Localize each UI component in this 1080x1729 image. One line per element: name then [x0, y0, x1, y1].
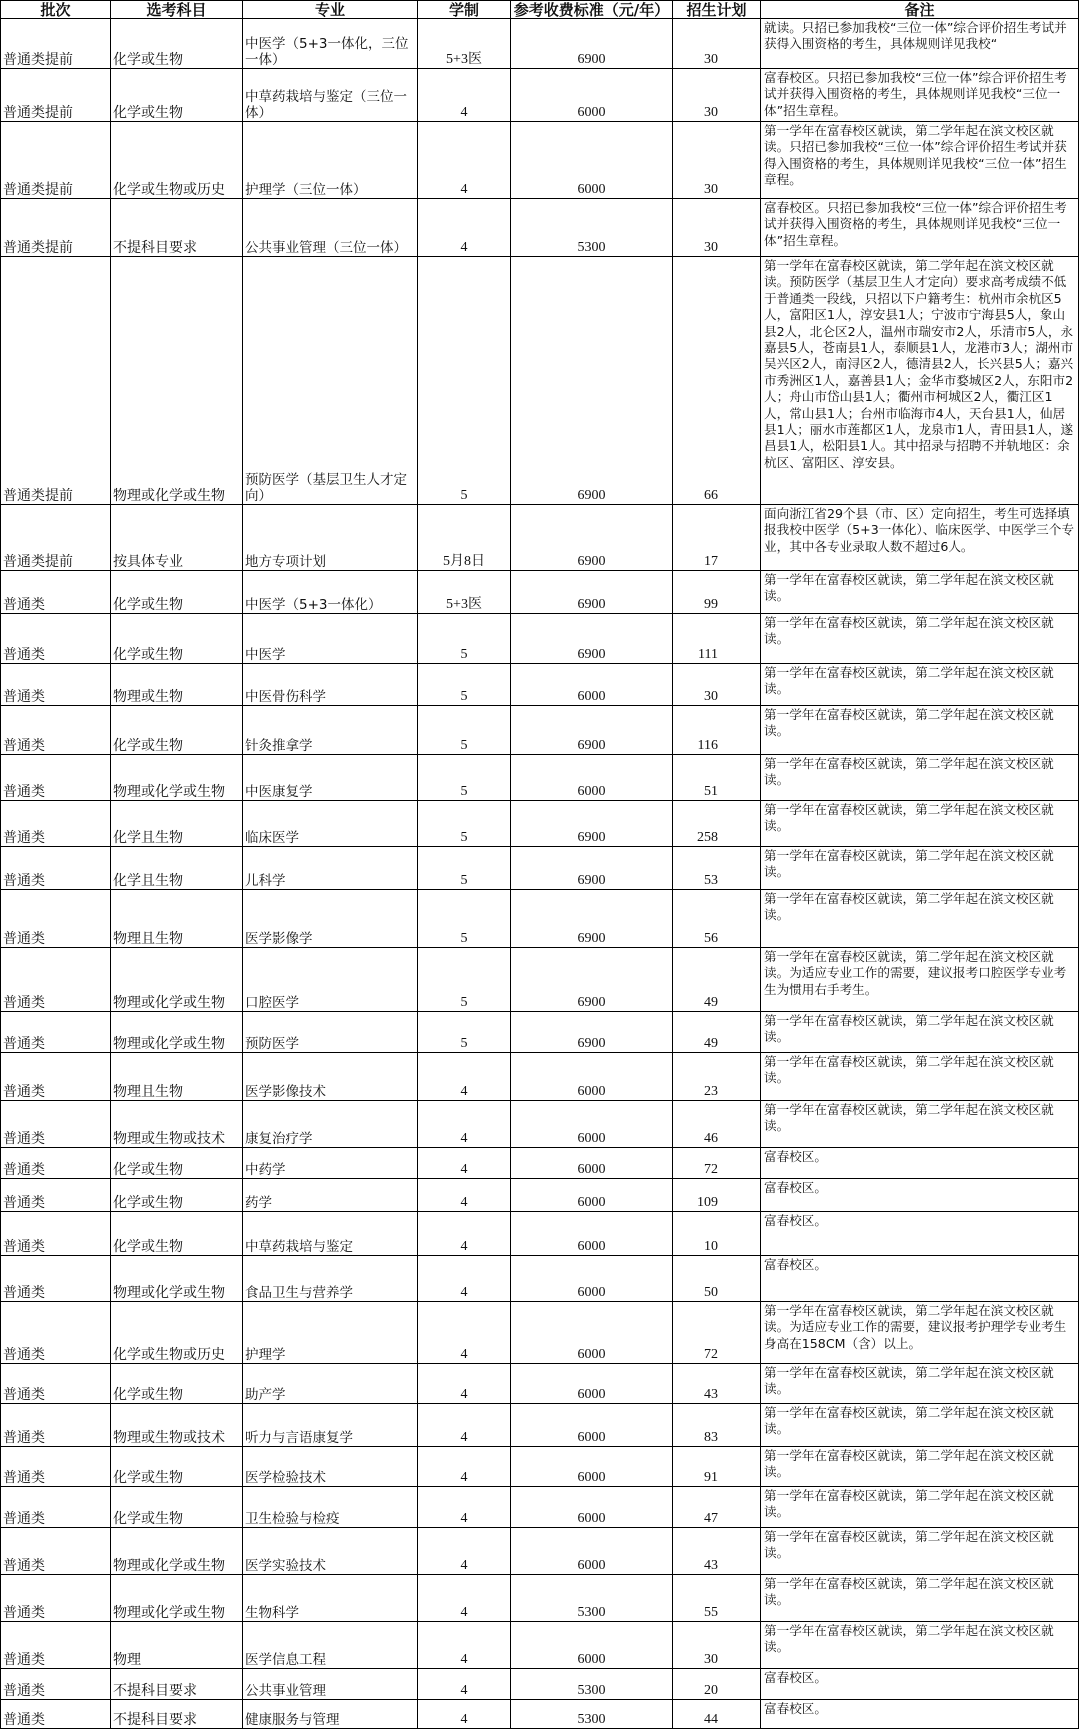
cell-major: 食品卫生与营养学 [243, 1256, 418, 1302]
cell-note: 富春校区。 [761, 1256, 1079, 1302]
cell-major: 中医学 [243, 614, 418, 664]
cell-years: 5 [418, 614, 511, 664]
cell-subject: 按具体专业 [111, 505, 243, 571]
cell-note: 第一学年在富春校区就读，第二学年起在滨文校区就读。 [761, 1447, 1079, 1487]
cell-batch: 普通类 [1, 755, 111, 801]
table-row [1, 948, 1079, 1012]
cell-plan: 30 [673, 19, 761, 69]
cell-fee: 6900 [511, 706, 673, 755]
cell-subject: 不提科目要求 [111, 1700, 243, 1729]
cell-years: 5+3医 [418, 19, 511, 69]
cell-major: 中草药栽培与鉴定（三位一体） [243, 69, 418, 122]
table-row [1, 1101, 1079, 1148]
cell-subject: 物理或化学或生物 [111, 1012, 243, 1053]
cell-note: 第一学年在富春校区就读，第二学年起在滨文校区就读。 [761, 1364, 1079, 1404]
cell-subject: 化学或生物 [111, 1179, 243, 1212]
cell-plan: 49 [673, 1012, 761, 1053]
cell-fee: 6000 [511, 1256, 673, 1302]
cell-major: 儿科学 [243, 847, 418, 890]
cell-fee: 6900 [511, 571, 673, 614]
cell-major: 药学 [243, 1179, 418, 1212]
cell-subject: 物理或化学或生物 [111, 948, 243, 1012]
cell-batch: 普通类提前 [1, 19, 111, 69]
header-note: 备注 [761, 1, 1079, 19]
cell-plan: 111 [673, 614, 761, 664]
table-row [1, 257, 1079, 505]
cell-batch: 普通类 [1, 571, 111, 614]
cell-batch: 普通类提前 [1, 257, 111, 505]
table-row [1, 1212, 1079, 1256]
cell-subject: 物理 [111, 1622, 243, 1669]
table-row [1, 847, 1079, 890]
cell-batch: 普通类提前 [1, 505, 111, 571]
cell-major: 公共事业管理 [243, 1669, 418, 1700]
cell-years: 5 [418, 948, 511, 1012]
cell-years: 5月8日 [418, 505, 511, 571]
cell-years: 5 [418, 1012, 511, 1053]
cell-years: 4 [418, 1669, 511, 1700]
cell-plan: 30 [673, 199, 761, 257]
cell-years: 4 [418, 1622, 511, 1669]
cell-note: 富春校区。只招已参加我校“三位一体”综合评价招生考试并获得入围资格的考生，具体规则详见我校“三位一体”招生章程。 [761, 69, 1079, 122]
table-row [1, 1700, 1079, 1729]
cell-subject: 化学且生物 [111, 801, 243, 847]
cell-years: 5 [418, 890, 511, 948]
cell-major: 中医骨伤科学 [243, 664, 418, 706]
cell-note: 富春校区。 [761, 1669, 1079, 1700]
cell-subject: 化学或生物 [111, 614, 243, 664]
cell-note: 第一学年在富春校区就读，第二学年起在滨文校区就读。 [761, 664, 1079, 706]
cell-fee: 6900 [511, 19, 673, 69]
cell-years: 4 [418, 1447, 511, 1487]
cell-plan: 72 [673, 1148, 761, 1179]
cell-plan: 43 [673, 1528, 761, 1575]
cell-note: 第一学年在富春校区就读，第二学年起在滨文校区就读。 [761, 847, 1079, 890]
table-row [1, 1179, 1079, 1212]
cell-plan: 50 [673, 1256, 761, 1302]
cell-batch: 普通类 [1, 801, 111, 847]
cell-years: 4 [418, 1148, 511, 1179]
cell-subject: 化学或生物或历史 [111, 122, 243, 199]
cell-batch: 普通类 [1, 1669, 111, 1700]
cell-note: 第一学年在富春校区就读，第二学年起在滨文校区就读。为适应专业工作的需要，建议报考护理学专业考生身高在158CM（含）以上。 [761, 1302, 1079, 1364]
cell-note: 第一学年在富春校区就读，第二学年起在滨文校区就读。 [761, 706, 1079, 755]
cell-major: 临床医学 [243, 801, 418, 847]
table-row [1, 801, 1079, 847]
cell-fee: 6900 [511, 1012, 673, 1053]
cell-plan: 72 [673, 1302, 761, 1364]
cell-plan: 10 [673, 1212, 761, 1256]
cell-batch: 普通类 [1, 1700, 111, 1729]
table-row [1, 505, 1079, 571]
cell-plan: 53 [673, 847, 761, 890]
cell-plan: 49 [673, 948, 761, 1012]
cell-note: 第一学年在富春校区就读，第二学年起在滨文校区就读。 [761, 1575, 1079, 1622]
table-row [1, 1148, 1079, 1179]
cell-years: 5 [418, 706, 511, 755]
table-row [1, 664, 1079, 706]
cell-batch: 普通类 [1, 1179, 111, 1212]
cell-major: 中医康复学 [243, 755, 418, 801]
cell-major: 康复治疗学 [243, 1101, 418, 1148]
table-row [1, 1364, 1079, 1404]
cell-major: 卫生检验与检疫 [243, 1487, 418, 1528]
cell-batch: 普通类 [1, 1053, 111, 1101]
cell-major: 地方专项计划 [243, 505, 418, 571]
cell-fee: 6900 [511, 890, 673, 948]
cell-years: 5 [418, 664, 511, 706]
cell-fee: 6900 [511, 801, 673, 847]
cell-plan: 91 [673, 1447, 761, 1487]
cell-fee: 6000 [511, 664, 673, 706]
cell-subject: 物理且生物 [111, 1053, 243, 1101]
header-major: 专业 [243, 1, 418, 19]
cell-years: 5+3医 [418, 571, 511, 614]
cell-fee: 6000 [511, 1487, 673, 1528]
cell-subject: 物理或生物 [111, 664, 243, 706]
cell-fee: 6000 [511, 1148, 673, 1179]
cell-fee: 6000 [511, 1302, 673, 1364]
cell-fee: 6900 [511, 614, 673, 664]
cell-years: 4 [418, 1575, 511, 1622]
cell-batch: 普通类提前 [1, 69, 111, 122]
cell-batch: 普通类 [1, 706, 111, 755]
cell-plan: 43 [673, 1364, 761, 1404]
cell-years: 5 [418, 257, 511, 505]
cell-batch: 普通类 [1, 1101, 111, 1148]
cell-plan: 51 [673, 755, 761, 801]
cell-subject: 物理或生物或技术 [111, 1404, 243, 1447]
cell-subject: 化学或生物 [111, 571, 243, 614]
cell-subject: 化学或生物 [111, 1148, 243, 1179]
cell-years: 4 [418, 199, 511, 257]
cell-note: 富春校区。 [761, 1179, 1079, 1212]
cell-years: 5 [418, 847, 511, 890]
cell-subject: 化学或生物 [111, 706, 243, 755]
cell-batch: 普通类 [1, 614, 111, 664]
table-row [1, 1404, 1079, 1447]
cell-fee: 6900 [511, 847, 673, 890]
cell-batch: 普通类 [1, 1487, 111, 1528]
cell-plan: 30 [673, 122, 761, 199]
cell-note: 面向浙江省29个县（市、区）定向招生，考生可选择填报我校中医学（5+3一体化）、临床医学、中医学三个专业，其中各专业录取人数不超过6人。 [761, 505, 1079, 571]
table-row [1, 571, 1079, 614]
cell-fee: 5300 [511, 1669, 673, 1700]
cell-years: 4 [418, 69, 511, 122]
cell-major: 护理学 [243, 1302, 418, 1364]
cell-batch: 普通类 [1, 1447, 111, 1487]
cell-subject: 物理或化学或生物 [111, 1528, 243, 1575]
cell-note: 富春校区。 [761, 1700, 1079, 1729]
cell-batch: 普通类提前 [1, 199, 111, 257]
cell-subject: 化学或生物 [111, 1364, 243, 1404]
cell-years: 5 [418, 755, 511, 801]
cell-batch: 普通类 [1, 1622, 111, 1669]
table-row [1, 614, 1079, 664]
cell-plan: 20 [673, 1669, 761, 1700]
table-row [1, 1012, 1079, 1053]
cell-plan: 46 [673, 1101, 761, 1148]
cell-note: 第一学年在富春校区就读，第二学年起在滨文校区就读。 [761, 1404, 1079, 1447]
cell-years: 4 [418, 1302, 511, 1364]
header-row [1, 1, 1079, 19]
cell-major: 护理学（三位一体） [243, 122, 418, 199]
cell-batch: 普通类提前 [1, 122, 111, 199]
cell-fee: 6000 [511, 122, 673, 199]
cell-fee: 6000 [511, 1528, 673, 1575]
cell-batch: 普通类 [1, 1212, 111, 1256]
cell-subject: 物理且生物 [111, 890, 243, 948]
cell-years: 4 [418, 1700, 511, 1729]
header-plan: 招生计划 [673, 1, 761, 19]
table-body [1, 19, 1079, 1729]
cell-years: 4 [418, 1487, 511, 1528]
cell-subject: 物理或化学或生物 [111, 1575, 243, 1622]
cell-note: 第一学年在富春校区就读，第二学年起在滨文校区就读。 [761, 1012, 1079, 1053]
cell-batch: 普通类 [1, 1364, 111, 1404]
cell-fee: 6000 [511, 755, 673, 801]
cell-note: 第一学年在富春校区就读，第二学年起在滨文校区就读。为适应专业工作的需要，建议报考口腔医学专业考生为惯用右手考生。 [761, 948, 1079, 1012]
table-row [1, 1622, 1079, 1669]
header-subject: 选考科目 [111, 1, 243, 19]
cell-note: 第一学年在富春校区就读，第二学年起在滨文校区就读。 [761, 1053, 1079, 1101]
cell-major: 医学影像技术 [243, 1053, 418, 1101]
cell-major: 预防医学 [243, 1012, 418, 1053]
cell-plan: 30 [673, 69, 761, 122]
cell-fee: 6000 [511, 1404, 673, 1447]
cell-major: 针灸推拿学 [243, 706, 418, 755]
cell-major: 预防医学（基层卫生人才定向） [243, 257, 418, 505]
cell-plan: 116 [673, 706, 761, 755]
cell-batch: 普通类 [1, 1256, 111, 1302]
cell-subject: 不提科目要求 [111, 1669, 243, 1700]
cell-batch: 普通类 [1, 847, 111, 890]
cell-batch: 普通类 [1, 1302, 111, 1364]
cell-plan: 30 [673, 664, 761, 706]
cell-note: 富春校区。只招已参加我校“三位一体”综合评价招生考试并获得入围资格的考生，具体规则详见我校“三位一体”招生章程。 [761, 199, 1079, 257]
cell-subject: 化学或生物 [111, 1487, 243, 1528]
cell-fee: 6000 [511, 1101, 673, 1148]
cell-plan: 23 [673, 1053, 761, 1101]
cell-subject: 物理或化学或生物 [111, 1256, 243, 1302]
cell-note: 第一学年在富春校区就读，第二学年起在滨文校区就读。 [761, 755, 1079, 801]
header-fee: 参考收费标准（元/年） [511, 1, 673, 19]
table-row [1, 69, 1079, 122]
cell-fee: 6900 [511, 948, 673, 1012]
cell-major: 口腔医学 [243, 948, 418, 1012]
header-years: 学制 [418, 1, 511, 19]
cell-subject: 化学或生物 [111, 1212, 243, 1256]
cell-plan: 30 [673, 1622, 761, 1669]
cell-batch: 普通类 [1, 1148, 111, 1179]
cell-note: 富春校区。 [761, 1212, 1079, 1256]
table-row [1, 1302, 1079, 1364]
cell-subject: 物理或生物或技术 [111, 1101, 243, 1148]
table-row [1, 199, 1079, 257]
table-row [1, 1528, 1079, 1575]
cell-years: 4 [418, 1212, 511, 1256]
table-row [1, 1256, 1079, 1302]
cell-batch: 普通类 [1, 948, 111, 1012]
cell-plan: 47 [673, 1487, 761, 1528]
table-row [1, 706, 1079, 755]
cell-batch: 普通类 [1, 890, 111, 948]
cell-fee: 6000 [511, 1179, 673, 1212]
cell-years: 4 [418, 122, 511, 199]
cell-fee: 5300 [511, 1700, 673, 1729]
cell-fee: 6000 [511, 1447, 673, 1487]
cell-major: 医学影像学 [243, 890, 418, 948]
cell-major: 助产学 [243, 1364, 418, 1404]
cell-batch: 普通类 [1, 1575, 111, 1622]
cell-fee: 6000 [511, 1053, 673, 1101]
cell-plan: 66 [673, 257, 761, 505]
cell-major: 公共事业管理（三位一体） [243, 199, 418, 257]
cell-plan: 17 [673, 505, 761, 571]
cell-note: 就读。只招已参加我校“三位一体”综合评价招生考试并获得入围资格的考生，具体规则详见我校“ [761, 19, 1079, 69]
cell-major: 中草药栽培与鉴定 [243, 1212, 418, 1256]
cell-fee: 6000 [511, 1622, 673, 1669]
cell-subject: 不提科目要求 [111, 199, 243, 257]
cell-note: 第一学年在富春校区就读，第二学年起在滨文校区就读。 [761, 801, 1079, 847]
cell-note: 第一学年在富春校区就读，第二学年起在滨文校区就读。 [761, 571, 1079, 614]
cell-major: 中药学 [243, 1148, 418, 1179]
header-batch: 批次 [1, 1, 111, 19]
table-row [1, 890, 1079, 948]
table-row [1, 19, 1079, 69]
table-row [1, 1487, 1079, 1528]
cell-years: 4 [418, 1404, 511, 1447]
cell-plan: 83 [673, 1404, 761, 1447]
cell-major: 医学检验技术 [243, 1447, 418, 1487]
cell-note: 第一学年在富春校区就读，第二学年起在滨文校区就读。 [761, 614, 1079, 664]
table-row [1, 1669, 1079, 1700]
cell-years: 4 [418, 1364, 511, 1404]
table-row [1, 122, 1079, 199]
cell-plan: 56 [673, 890, 761, 948]
cell-fee: 5300 [511, 199, 673, 257]
table-row [1, 755, 1079, 801]
cell-subject: 化学且生物 [111, 847, 243, 890]
cell-plan: 44 [673, 1700, 761, 1729]
cell-fee: 6000 [511, 1212, 673, 1256]
cell-batch: 普通类 [1, 664, 111, 706]
cell-note: 第一学年在富春校区就读，第二学年起在滨文校区就读。 [761, 1101, 1079, 1148]
cell-major: 健康服务与管理 [243, 1700, 418, 1729]
cell-major: 中医学（5+3一体化，三位一体） [243, 19, 418, 69]
cell-note: 第一学年在富春校区就读，第二学年起在滨文校区就读。 [761, 1622, 1079, 1669]
cell-note: 富春校区。 [761, 1148, 1079, 1179]
cell-batch: 普通类 [1, 1012, 111, 1053]
cell-major: 医学信息工程 [243, 1622, 418, 1669]
cell-subject: 化学或生物 [111, 19, 243, 69]
cell-plan: 109 [673, 1179, 761, 1212]
cell-plan: 258 [673, 801, 761, 847]
cell-years: 4 [418, 1256, 511, 1302]
cell-years: 5 [418, 801, 511, 847]
table-row [1, 1447, 1079, 1487]
cell-years: 4 [418, 1053, 511, 1101]
cell-batch: 普通类 [1, 1528, 111, 1575]
cell-major: 听力与言语康复学 [243, 1404, 418, 1447]
cell-major: 中医学（5+3一体化） [243, 571, 418, 614]
cell-fee: 6900 [511, 505, 673, 571]
cell-plan: 55 [673, 1575, 761, 1622]
cell-major: 生物科学 [243, 1575, 418, 1622]
cell-batch: 普通类 [1, 1404, 111, 1447]
cell-years: 4 [418, 1101, 511, 1148]
cell-subject: 化学或生物 [111, 1447, 243, 1487]
cell-plan: 99 [673, 571, 761, 614]
cell-note: 第一学年在富春校区就读，第二学年起在滨文校区就读。预防医学（基层卫生人才定向）要求高考成绩不低于普通类一段线，只招以下户籍考生：杭州市余杭区5人，富阳区1人，淳安县1人；宁波市宁海县5人，象山县2人，北仑区2人，温州市瑞安市2人，乐清市5人，永嘉县5人，苍南县1人，泰顺县1人，龙港市3人；湖州市吴兴区2人，南浔区2人，德清县2人，长兴县5人；嘉兴市秀洲区1人，嘉善县1人；金华市婺城区2人，东阳市2人；舟山市岱山县1人；衢州市柯城区2人，衢江区1人，常山县1人；台州市临海市4人，天台县1人，仙居县1人；丽水市莲都区1人，龙泉市1人，青田县1人，遂昌县1人，松阳县1人。其中招录与招聘不并轨地区：余杭区、富阳区、淳安县。 [761, 257, 1079, 505]
cell-subject: 化学或生物或历史 [111, 1302, 243, 1364]
cell-fee: 6000 [511, 69, 673, 122]
cell-subject: 化学或生物 [111, 69, 243, 122]
cell-note: 第一学年在富春校区就读，第二学年起在滨文校区就读。 [761, 1487, 1079, 1528]
cell-note: 第一学年在富春校区就读，第二学年起在滨文校区就读。 [761, 890, 1079, 948]
cell-fee: 5300 [511, 1575, 673, 1622]
cell-years: 4 [418, 1528, 511, 1575]
cell-subject: 物理或化学或生物 [111, 755, 243, 801]
cell-fee: 6900 [511, 257, 673, 505]
table-row [1, 1575, 1079, 1622]
cell-subject: 物理或化学或生物 [111, 257, 243, 505]
cell-years: 4 [418, 1179, 511, 1212]
cell-note: 第一学年在富春校区就读，第二学年起在滨文校区就读。 [761, 1528, 1079, 1575]
cell-fee: 6000 [511, 1364, 673, 1404]
cell-note: 第一学年在富春校区就读，第二学年起在滨文校区就读。只招已参加我校“三位一体”综合评价招生考试并获得入围资格的考生，具体规则详见我校“三位一体”招生章程。 [761, 122, 1079, 199]
table-row [1, 1053, 1079, 1101]
cell-major: 医学实验技术 [243, 1528, 418, 1575]
